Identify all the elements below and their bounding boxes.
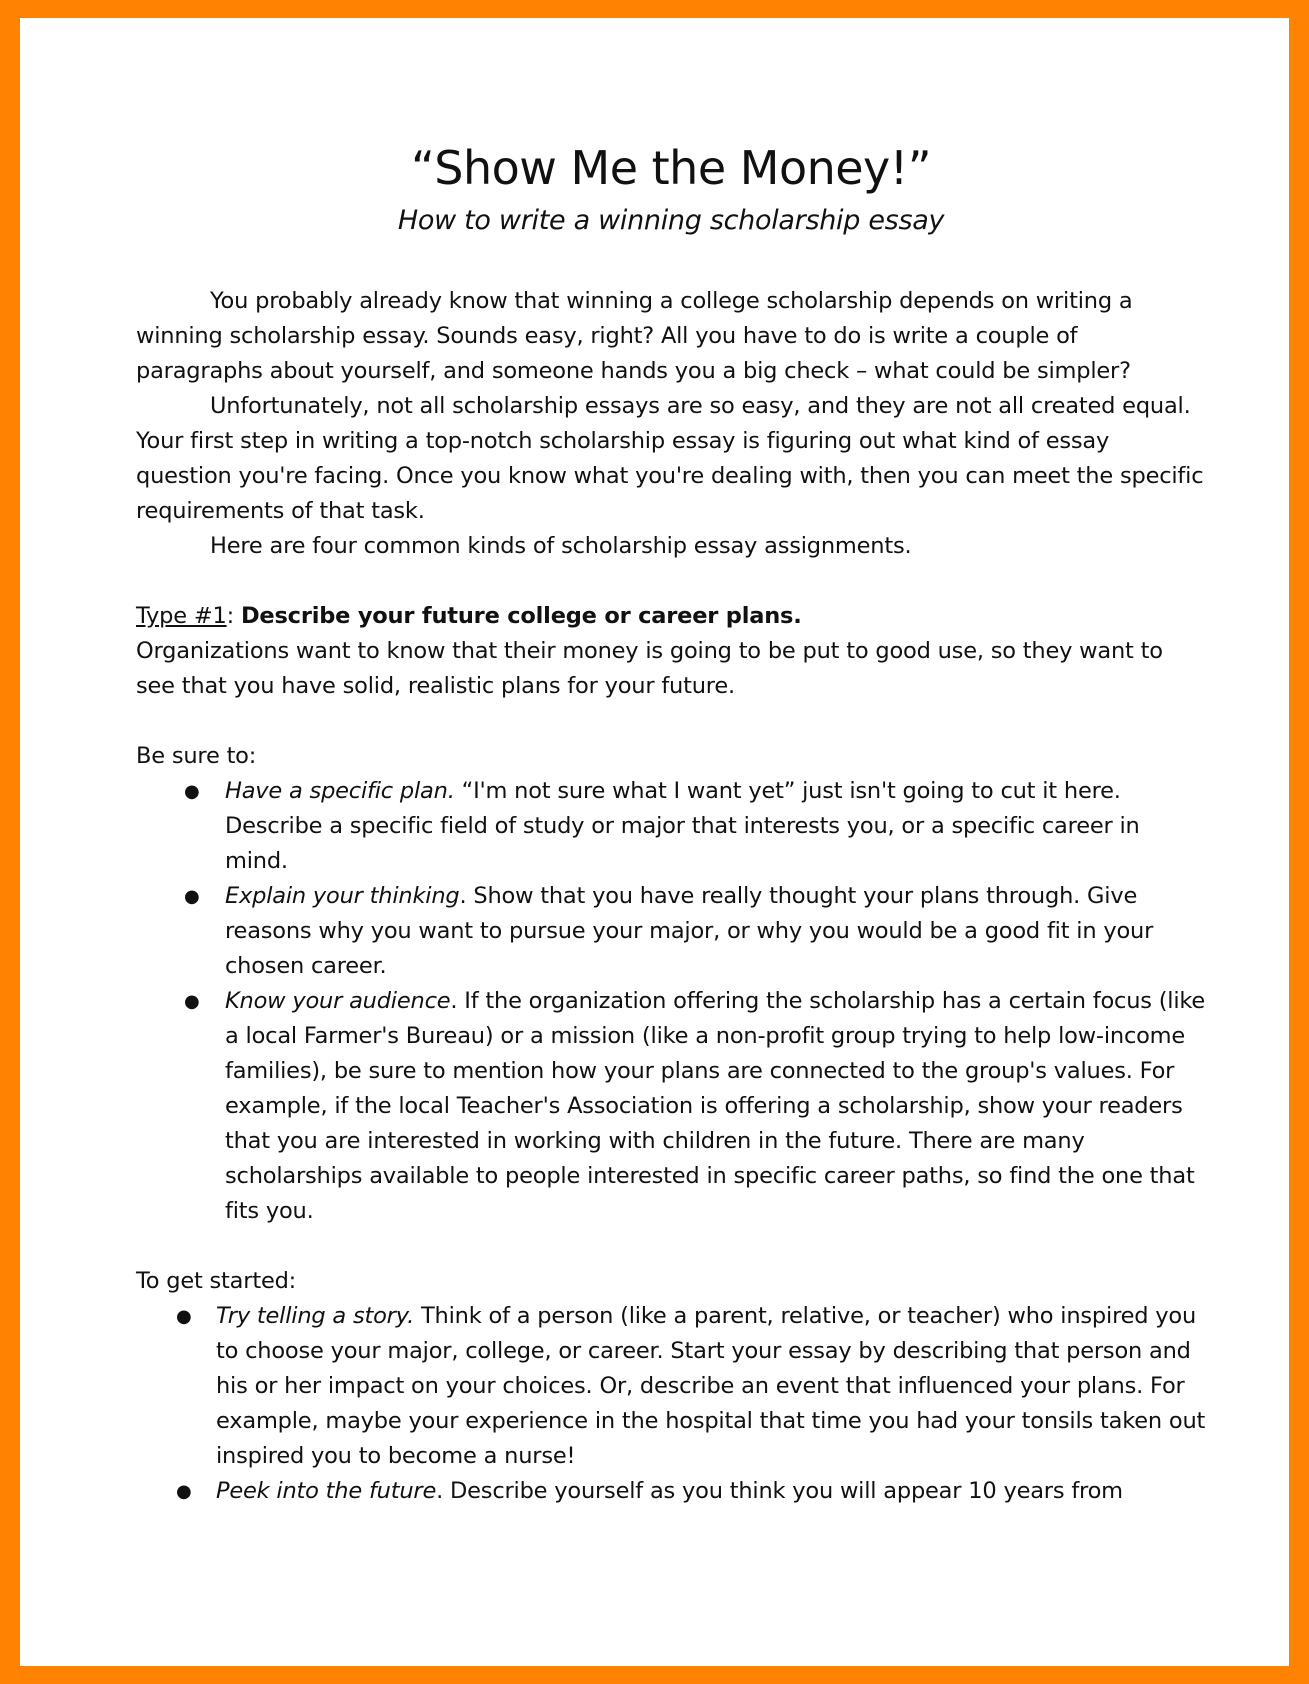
list-item: [136, 1474, 1206, 1509]
spacer: [136, 704, 1206, 739]
bullet-icon: ●: [184, 781, 200, 802]
list-item-emphasis: Peek into the future: [216, 1478, 437, 1504]
bullet-icon: ●: [184, 886, 200, 907]
document-content: [136, 138, 1206, 1509]
be-sure-list: [136, 774, 1206, 1229]
list-item-text: Think of a person (like a parent, relative, or teacher) who inspired you to choose your major, college, or career. Start your essay by describing that person and his or her impact on your choices. Or, describe an event that influenced your plans. For example, maybe your experience in the hospital that time you had your tonsils taken out inspired you to become a nurse!: [216, 1303, 1206, 1469]
list-item-emphasis: Have a specific plan.: [225, 778, 455, 804]
page-subtitle: How to write a winning scholarship essay: [397, 205, 945, 236]
be-sure-label: Be sure to:: [136, 743, 257, 769]
bullet-icon: ●: [176, 1481, 192, 1502]
intro-paragraph-2: Unfortunately, not all scholarship essays are so easy, and they are not all created equal. Your first step in writing a top-notch scholarship essay is figuring out what kind of essay question you're facing. Once you know what you're dealing with, then you can meet the specific requirements of that task.: [136, 393, 1204, 524]
page-title: “Show Me the Money!”: [410, 141, 932, 195]
type-heading: [136, 599, 1206, 634]
spacer: [136, 1229, 1206, 1264]
type-heading-text: Describe your future college or career plans.: [240, 603, 802, 629]
spacer: [136, 564, 1206, 599]
type-separator: :: [226, 603, 234, 629]
bullet-icon: ●: [176, 1306, 192, 1327]
bullet-icon: ●: [184, 991, 200, 1012]
list-item-text: . If the organization offering the scholarship has a certain focus (like a local Farmer's Bureau) or a mission (like a non-profit group trying to help low-income families), be sure to mention how your plans are connected to the group's values. For example, if the local Teacher's Association is offering a scholarship, show your readers that you are interested in working with children in the future. There are many scholarships available to people interested in specific career paths, so find the one that fits you.: [225, 988, 1206, 1224]
intro-paragraph-3: Here are four common kinds of scholarship essay assignments.: [210, 533, 912, 559]
list-item-text: . Show that you have really thought your plans through. Give reasons why you want to pursue your major, or why you would be a good fit in your chosen career.: [225, 883, 1154, 979]
get-started-label: To get started:: [136, 1268, 297, 1294]
list-item: [136, 984, 1206, 1229]
intro-paragraph-1: You probably already know that winning a college scholarship depends on writing a winning scholarship essay. Sounds easy, right? All you have to do is write a couple of paragraphs about yourself, and someone hands you a big check – what could be simpler?: [136, 288, 1133, 384]
get-started-list: [136, 1299, 1206, 1509]
list-item: [136, 774, 1206, 879]
type-label: Type #1: [136, 603, 227, 629]
list-item-text: “I'm not sure what I want yet” just isn't going to cut it here. Describe a specific field of study or major that interests you, or a specific career in mind.: [225, 778, 1140, 874]
list-item-text: . Describe yourself as you think you will appear 10 years from: [436, 1478, 1123, 1504]
document-page: [20, 18, 1289, 1666]
list-item-emphasis: Try telling a story.: [216, 1303, 415, 1329]
type-description: Organizations want to know that their money is going to be put to good use, so they want to see that you have solid, realistic plans for your future.: [136, 638, 1163, 699]
list-item: [136, 1299, 1206, 1474]
list-item-emphasis: Know your audience: [225, 988, 451, 1014]
list-item: [136, 879, 1206, 984]
list-item-emphasis: Explain your thinking: [225, 883, 460, 909]
